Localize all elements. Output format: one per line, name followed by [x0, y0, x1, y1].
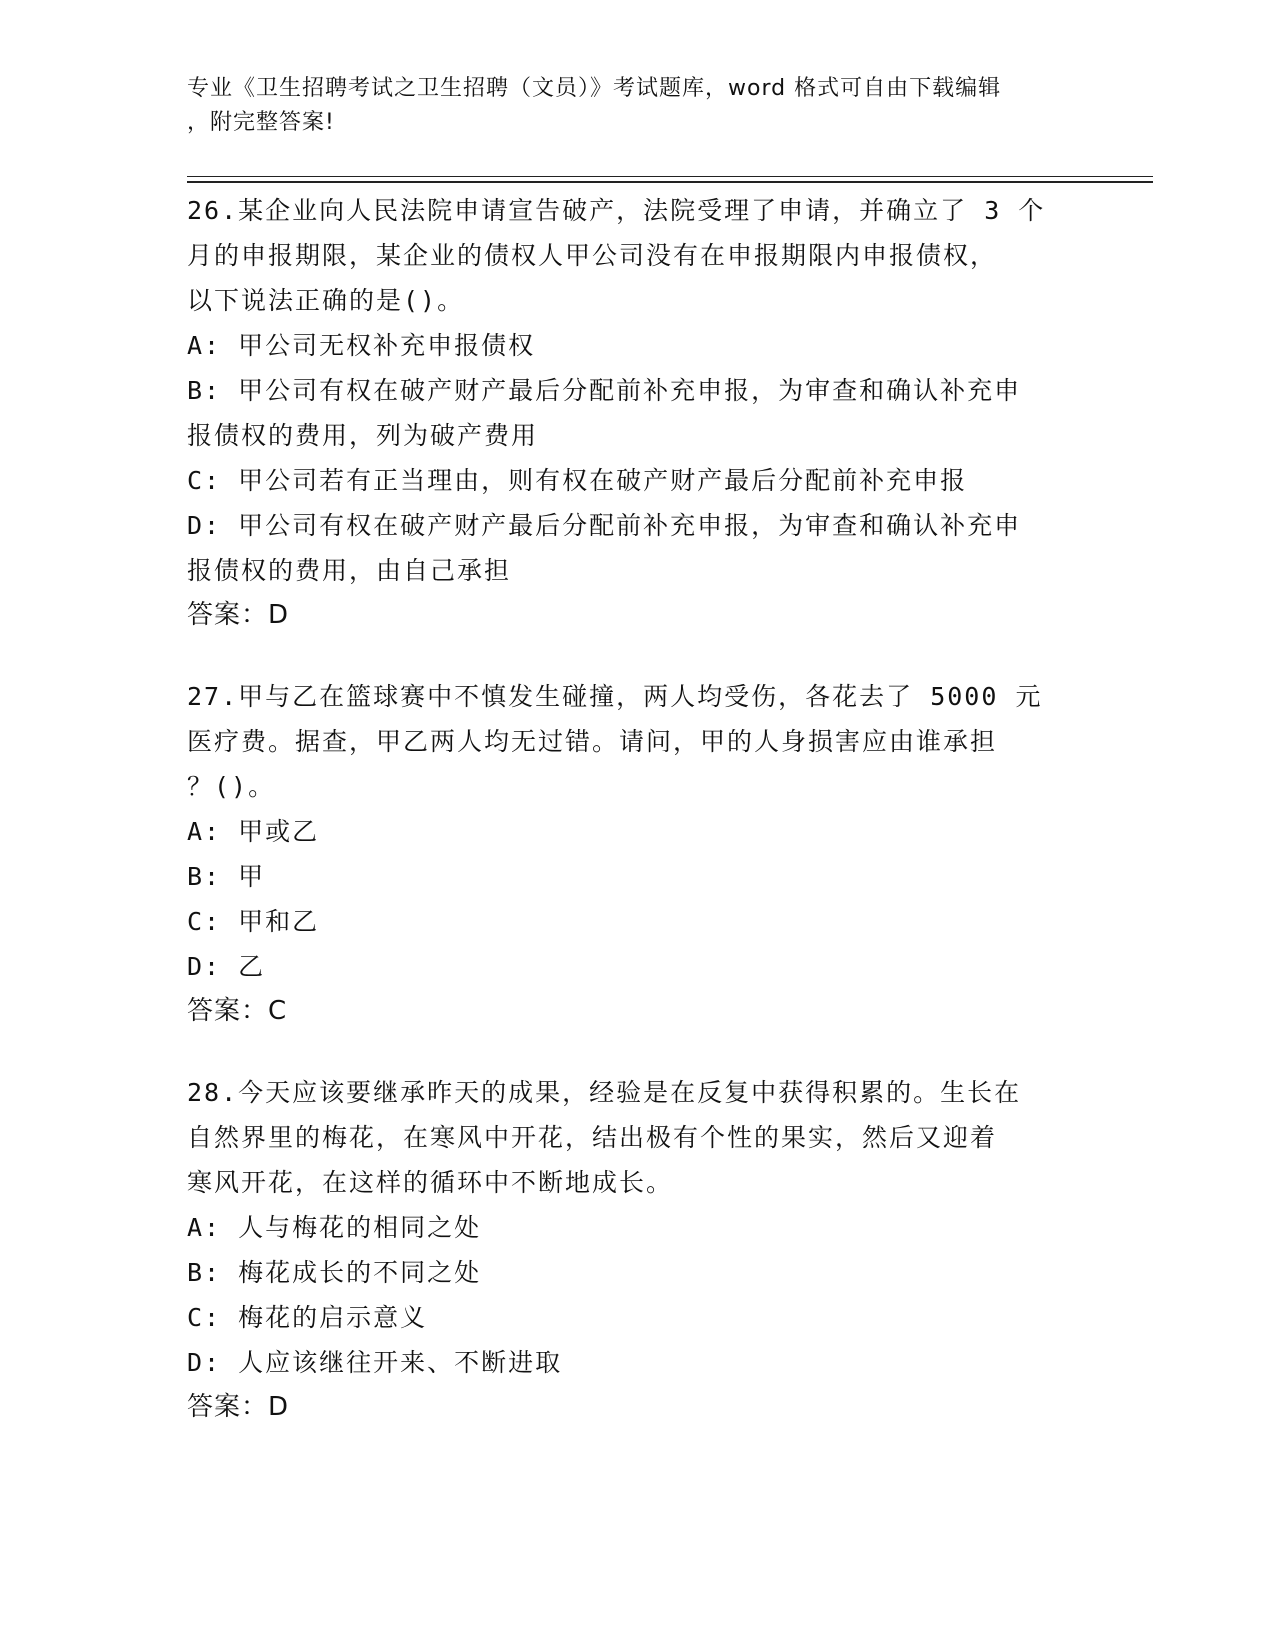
answer: 答案：D	[187, 1392, 290, 1422]
option-d: D: 乙	[187, 952, 266, 981]
option-d: D: 甲公司有权在破产财产最后分配前补充申报，为审查和确认补充申	[187, 511, 1022, 540]
question-stem-line: 月的申报期限，某企业的债权人甲公司没有在申报期限内申报债权，	[187, 241, 998, 270]
option-d: D: 人应该继往开来、不断进取	[187, 1348, 563, 1377]
question-stem-line: 28.今天应该要继承昨天的成果，经验是在反复中获得积累的。生长在	[187, 1078, 1022, 1107]
question-stem-line: 医疗费。据查，甲乙两人均无过错。请问，甲的人身损害应由谁承担	[187, 727, 998, 756]
question-stem-line: 自然界里的梅花，在寒风中开花，结出极有个性的果实，然后又迎着	[187, 1123, 998, 1152]
question-28	[187, 1070, 1087, 1430]
header-divider-thick	[187, 181, 1153, 183]
option-d-continued: 报债权的费用，由自己承担	[187, 556, 512, 585]
option-b: B: 甲	[187, 862, 266, 891]
question-stem-line: 以下说法正确的是()。	[187, 286, 465, 315]
option-a: A: 人与梅花的相同之处	[187, 1213, 482, 1242]
question-list	[187, 188, 1087, 1466]
answer: 答案：D	[187, 600, 290, 630]
option-b: B: 梅花成长的不同之处	[187, 1258, 482, 1287]
option-a: A: 甲公司无权补充申报债权	[187, 331, 536, 360]
header-line-2: ，附完整答案!	[187, 110, 335, 135]
option-c: C: 甲和乙	[187, 907, 320, 936]
option-b-continued: 报债权的费用，列为破产费用	[187, 421, 539, 450]
option-a: A: 甲或乙	[187, 817, 320, 846]
header-divider-thin	[187, 176, 1153, 177]
option-c: C: 梅花的启示意义	[187, 1303, 428, 1332]
question-stem-line: 27.甲与乙在篮球赛中不慎发生碰撞，两人均受伤，各花去了 5000 元	[187, 682, 1043, 711]
option-c: C: 甲公司若有正当理由，则有权在破产财产最后分配前补充申报	[187, 466, 968, 495]
question-27	[187, 674, 1087, 1034]
option-b: B: 甲公司有权在破产财产最后分配前补充申报，为审查和确认补充申	[187, 376, 1022, 405]
question-stem-line: ？()。	[187, 772, 276, 801]
question-stem-line: 26.某企业向人民法院申请宣告破产，法院受理了申请，并确立了 3 个	[187, 196, 1046, 225]
header-line-1: 专业《卫生招聘考试之卫生招聘（文员）》考试题库，word 格式可自由下载编辑	[187, 76, 1002, 101]
answer: 答案：C	[187, 996, 288, 1026]
question-stem-line: 寒风开花，在这样的循环中不断地成长。	[187, 1168, 674, 1197]
document-header	[187, 72, 1067, 140]
question-26	[187, 188, 1087, 638]
